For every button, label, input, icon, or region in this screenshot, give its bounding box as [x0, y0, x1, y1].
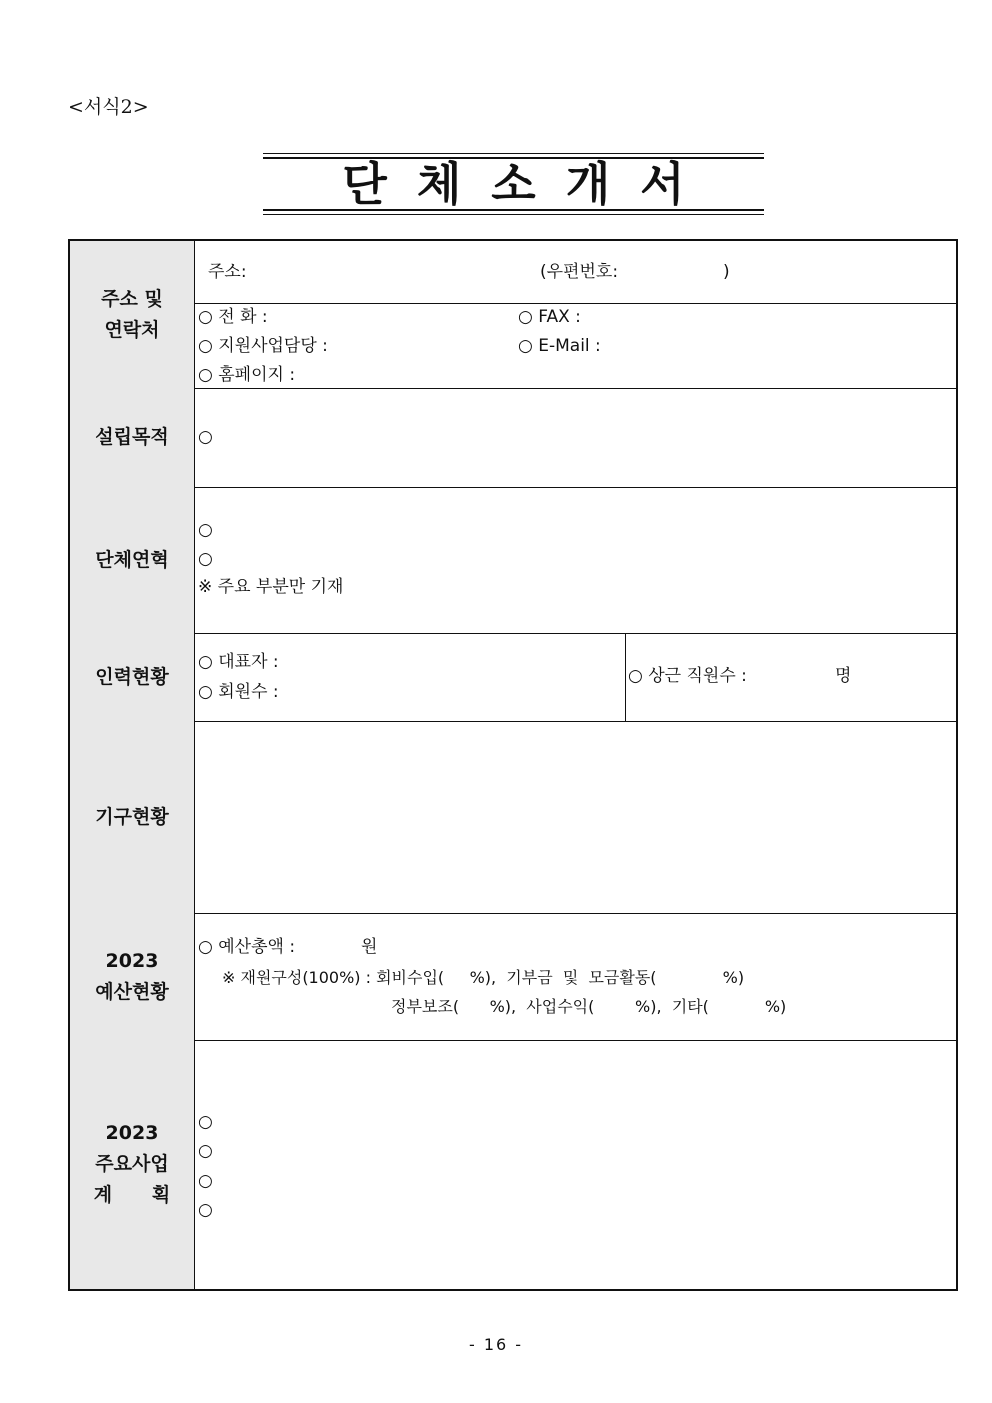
organization-content-area[interactable] [196, 722, 956, 912]
members-field[interactable]: ○ 회원수 : [198, 682, 279, 702]
header-purpose: 설립목적 [70, 388, 195, 487]
plan-bullet-4[interactable]: ○ [198, 1200, 213, 1220]
header-plan-label-2: 계 획 [93, 1184, 171, 1206]
budget-composition-line1[interactable]: ※ 재원구성(100%) : 회비수입( %), 기부금 및 모금활동( %) [222, 968, 745, 987]
postcode-label[interactable]: (우편번호: [540, 262, 619, 282]
form-number: <서식2> [68, 96, 149, 118]
budget-total-unit: 원 [361, 937, 378, 957]
header-budget [70, 913, 195, 1040]
page-number: - 16 - [468, 1335, 524, 1354]
header-budget-year: 2023 [105, 949, 159, 972]
document-title: 단체소개서 [342, 157, 715, 211]
history-bullet-2[interactable]: ○ [198, 549, 213, 569]
row-divider [70, 487, 956, 488]
fax-field[interactable]: ○ FAX : [518, 307, 581, 327]
header-plan-year: 2023 [105, 1122, 159, 1144]
plan-bullet-3[interactable]: ○ [198, 1171, 213, 1191]
history-note: ※ 주요 부분만 기재 [198, 577, 344, 597]
header-plan-label: 주요사업 [95, 1153, 169, 1175]
budget-total-field[interactable]: ○ 예산총액 : [198, 937, 296, 957]
header-staff: 인력현황 [70, 633, 195, 721]
phone-field[interactable]: ○ 전 화 : [198, 307, 268, 327]
header-budget-label: 예산현황 [95, 980, 169, 1003]
homepage-field[interactable]: ○ 홈페이지 : [198, 365, 296, 385]
row-divider [70, 913, 956, 914]
fulltime-staff-field[interactable]: ○ 상근 직원수 : [628, 666, 747, 686]
intro-form-table [68, 239, 958, 1291]
address-label[interactable]: 주소: [208, 262, 247, 282]
history-bullet-1[interactable]: ○ [198, 520, 213, 540]
postcode-close: ) [723, 262, 730, 282]
header-plan [70, 1040, 195, 1289]
title-frame [263, 153, 764, 215]
header-organization: 기구현황 [70, 721, 195, 913]
budget-composition-line2[interactable]: 정부보조( %), 사업수익( %), 기타( %) [391, 997, 787, 1016]
header-address-contact [70, 241, 195, 388]
header-address-line2: 연락처 [104, 318, 160, 341]
row-divider [70, 388, 956, 389]
manager-field[interactable]: ○ 지원사업담당 : [198, 336, 328, 356]
purpose-bullet[interactable]: ○ [198, 427, 213, 447]
row-divider [70, 633, 956, 634]
plan-bullet-1[interactable]: ○ [198, 1112, 213, 1132]
plan-bullet-2[interactable]: ○ [198, 1141, 213, 1161]
staff-column-divider [625, 633, 626, 721]
representative-field[interactable]: ○ 대표자 : [198, 652, 279, 672]
header-history: 단체연혁 [70, 487, 195, 633]
fulltime-staff-unit: 명 [835, 666, 852, 686]
header-address-line1: 주소 및 [101, 287, 163, 310]
row-divider [70, 1040, 956, 1041]
email-field[interactable]: ○ E-Mail : [518, 336, 601, 356]
